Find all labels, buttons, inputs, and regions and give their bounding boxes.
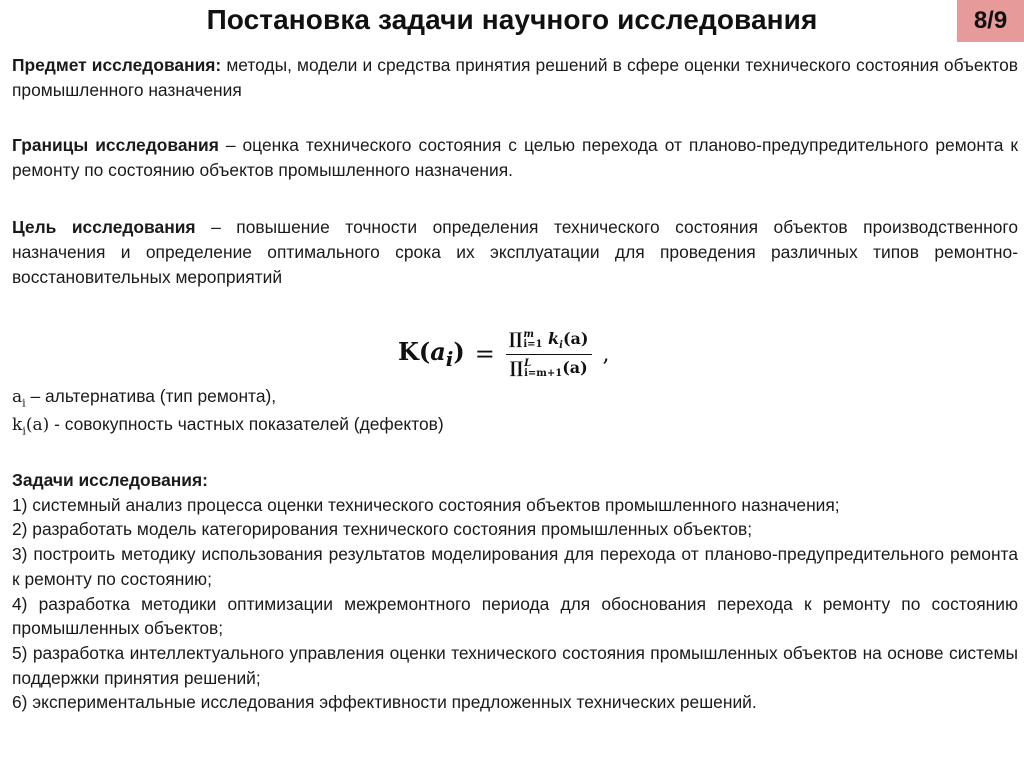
task-item: 2) разработать модель категорирования технического состояния промышленных объектов; (12, 519, 753, 540)
task-item: 3) построить методику использования результатов моделирования для перехода от планово-предупредительного ремонта к ремонту по состоянию; (12, 544, 1018, 589)
research-subject-paragraph (12, 53, 1018, 103)
numerator-k: k (548, 329, 560, 349)
definition-k-letter: k (12, 415, 23, 435)
formula-lhs: $K(a_i)$ (398, 337, 465, 371)
definition-indicators (12, 412, 444, 443)
formula-denominator (506, 354, 592, 379)
definition-a-index: i (22, 396, 26, 410)
decision-formula (398, 326, 609, 382)
definition-k-index: i (22, 424, 26, 438)
denominator-upper-limit: L (524, 357, 532, 369)
numerator-product-sign: ∏ (508, 329, 523, 349)
formula-equals: = (474, 340, 495, 368)
slide-title: Постановка задачи научного исследования (206, 4, 818, 35)
numerator-lower-limit: i=1 (523, 338, 543, 350)
formula-fraction (505, 329, 593, 379)
definition-k-argument: (a) (25, 415, 50, 435)
research-goal-label: Цель исследования (12, 217, 196, 237)
formula-lhs-k: K (398, 337, 419, 367)
definition-a-symbol (12, 387, 26, 410)
formula-lhs-index: i (445, 346, 454, 371)
definition-a-letter: a (12, 387, 23, 407)
research-tasks-heading: Задачи исследования: (12, 470, 208, 490)
definition-k-text: - совокупность частных показателей (дефектов) (49, 414, 444, 434)
numerator-k-index: i (559, 340, 563, 352)
definition-a-text: – альтернатива (тип ремонта), (25, 386, 277, 406)
task-item: 5) разработка интеллектуального управления оценки технического состояния промышленных объектов на основе системы поддержки принятия решений; (12, 642, 1018, 688)
denominator-argument: (a) (562, 358, 588, 378)
research-subject-text: методы, модели и средства принятия решений в сфере оценки технического состояния объектов промышленного назначения (12, 55, 1018, 100)
task-item: 6) экспериментальные исследования эффективности предложенных технических решений. (12, 692, 757, 713)
formula-comma: , (602, 341, 610, 367)
denominator-lower-limit: i=m+1 (524, 367, 563, 379)
task-item: 4) разработка методики оптимизации межремонтного периода для обоснования перехода к ремонту по состоянию промышленных объектов; (12, 593, 1018, 639)
numerator-limits (523, 330, 542, 350)
definition-k-symbol (12, 415, 50, 438)
research-goal-text: – повышение точности определения технического состояния объектов производственного назначения и определение оптимального срока их эксплуатации для проведения различных типов ремонтно-восстановительных мероприятий (12, 217, 1018, 287)
formula-numerator (505, 329, 593, 354)
denominator-product-sign: ∏ (509, 358, 524, 378)
formula-lhs-a: a (430, 337, 446, 367)
research-boundaries-label: Границы исследования (12, 135, 219, 155)
research-goal-paragraph (12, 215, 1018, 290)
definition-alternative (12, 384, 276, 415)
numerator-argument: (a) (562, 329, 589, 349)
research-boundaries-text: – оценка технического состояния с целью перехода от планово-предупредительного ремонта к ремонту по состоянию объектов промышленного назначения. (12, 135, 1018, 180)
numerator-upper-limit: m (523, 328, 534, 340)
page-number-badge: 8/9 (957, 0, 1024, 42)
research-tasks (12, 468, 1018, 715)
denominator-limits (524, 359, 562, 379)
research-boundaries-paragraph (12, 133, 1018, 183)
task-item: 1) системный анализ процесса оценки технического состояния объектов промышленного назначения; (12, 494, 840, 515)
research-subject-label: Предмет исследования: (12, 55, 222, 75)
